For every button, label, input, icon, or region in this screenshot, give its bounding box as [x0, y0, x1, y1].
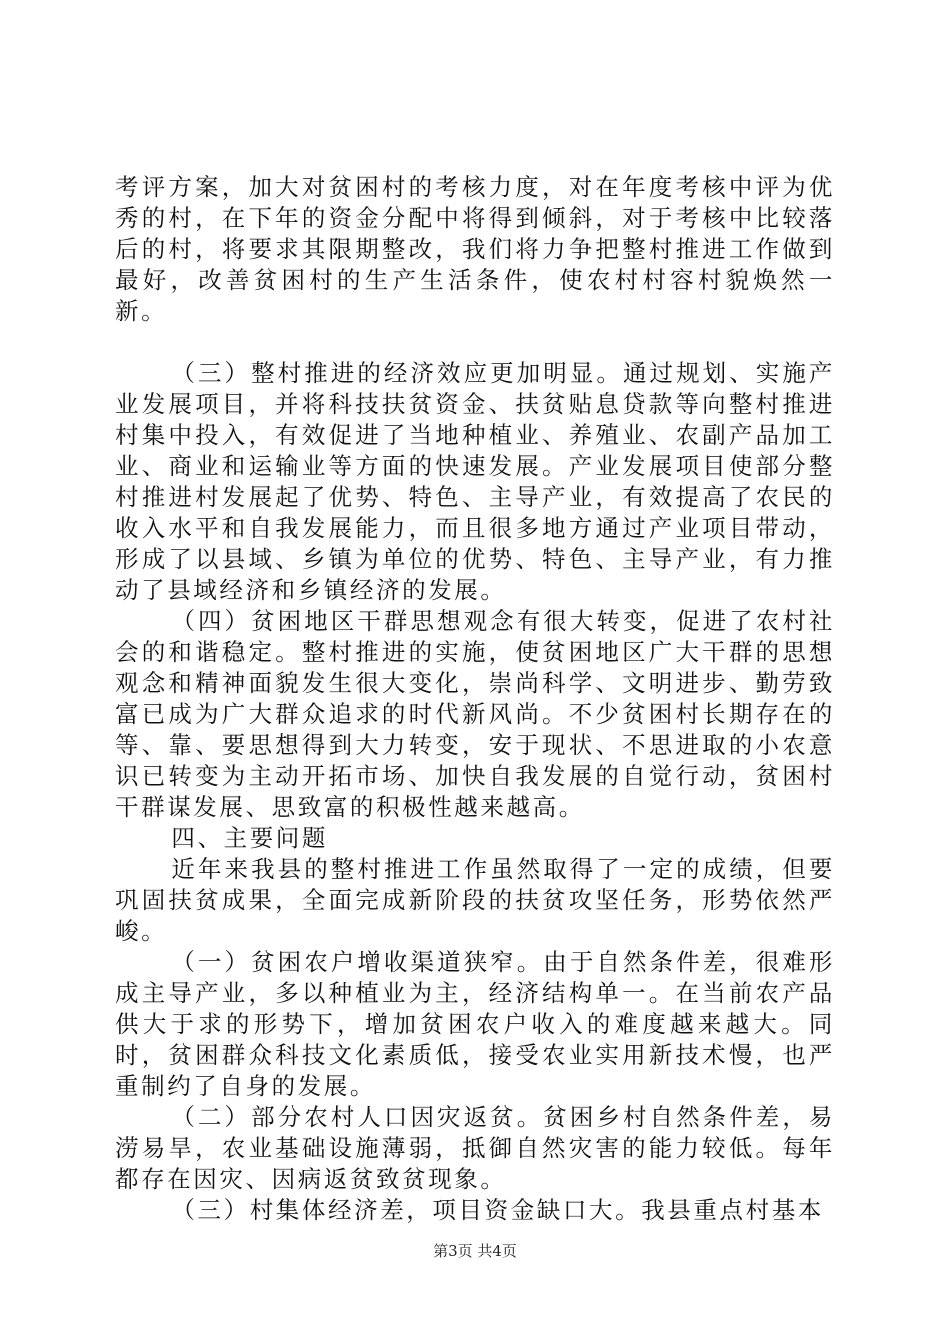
page-number-footer: 第3页 共4页 — [433, 1242, 517, 1260]
paragraph-continuation: 考评方案，加大对贫困村的考核力度，对在年度考核中评为优秀的村，在下年的资金分配中将得到倾斜，对于考核中比较落后的村，将要求其限期整改，我们将力争把整村推进工作做到最好，改善贫困村的生产生活条件，使农村村容村貌焕然一新。 — [115, 173, 835, 325]
paragraph-problem-2: （二）部分农村人口因灾返贫。贫困乡村自然条件差，易涝易旱，农业基础设施薄弱，抵御自然灾害的能力较低。每年都存在因灾、因病返贫致贫现象。 — [115, 1103, 835, 1193]
paragraph-gap — [115, 327, 835, 358]
paragraph-mindset-change: （四）贫困地区干群思想观念有很大转变，促进了农村社会的和谐稳定。整村推进的实施，使贫困地区广大干群的思想观念和精神面貌发生很大变化，崇尚科学、文明进步、勤劳致富已成为广大群众追求的时代新风尚。不少贫困村长期存在的等、靠、要思想得到大力转变，安于现状、不思进取的小农意识已转变为主动开拓市场、加快自我发展的自觉行动，贫困村干群谋发展、思致富的积极性越来越高。 — [115, 607, 835, 821]
paragraph-problem-1: （一）贫困农户增收渠道狭窄。由于自然条件差，很难形成主导产业，多以种植业为主，经济结构单一。在当前农产品供大于求的形势下，增加贫困农户收入的难度越来越大。同时，贫困群众科技文化素质低，接受农业实用新技术慢，也严重制约了自身的发展。 — [115, 948, 835, 1100]
section-heading-main-problems: 四、主要问题 — [171, 824, 328, 852]
paragraph-economic-effect: （三）整村推进的经济效应更加明显。通过规划、实施产业发展项目，并将科技扶贫资金、扶贫贴息贷款等向整村推进村集中投入，有效促进了当地种植业、养殖业、农副产品加工业、商业和运输业等方面的快速发展。产业发展项目使部分整村推进村发展起了优势、特色、主导产业，有效提高了农民的收入水平和自我发展能力，而且很多地方通过产业项目带动，形成了以县域、乡镇为单位的优势、特色、主导产业，有力推动了县域经济和乡镇经济的发展。 — [115, 359, 835, 604]
paragraph-problems-intro: 近年来我县的整村推进工作虽然取得了一定的成绩，但要巩固扶贫成果，全面完成新阶段的扶贫攻坚任务，形势依然严峻。 — [115, 855, 835, 945]
body-text — [115, 172, 835, 1226]
paragraph-problem-3: （三）村集体经济差，项目资金缺口大。我县重点村基本 — [171, 1196, 824, 1224]
